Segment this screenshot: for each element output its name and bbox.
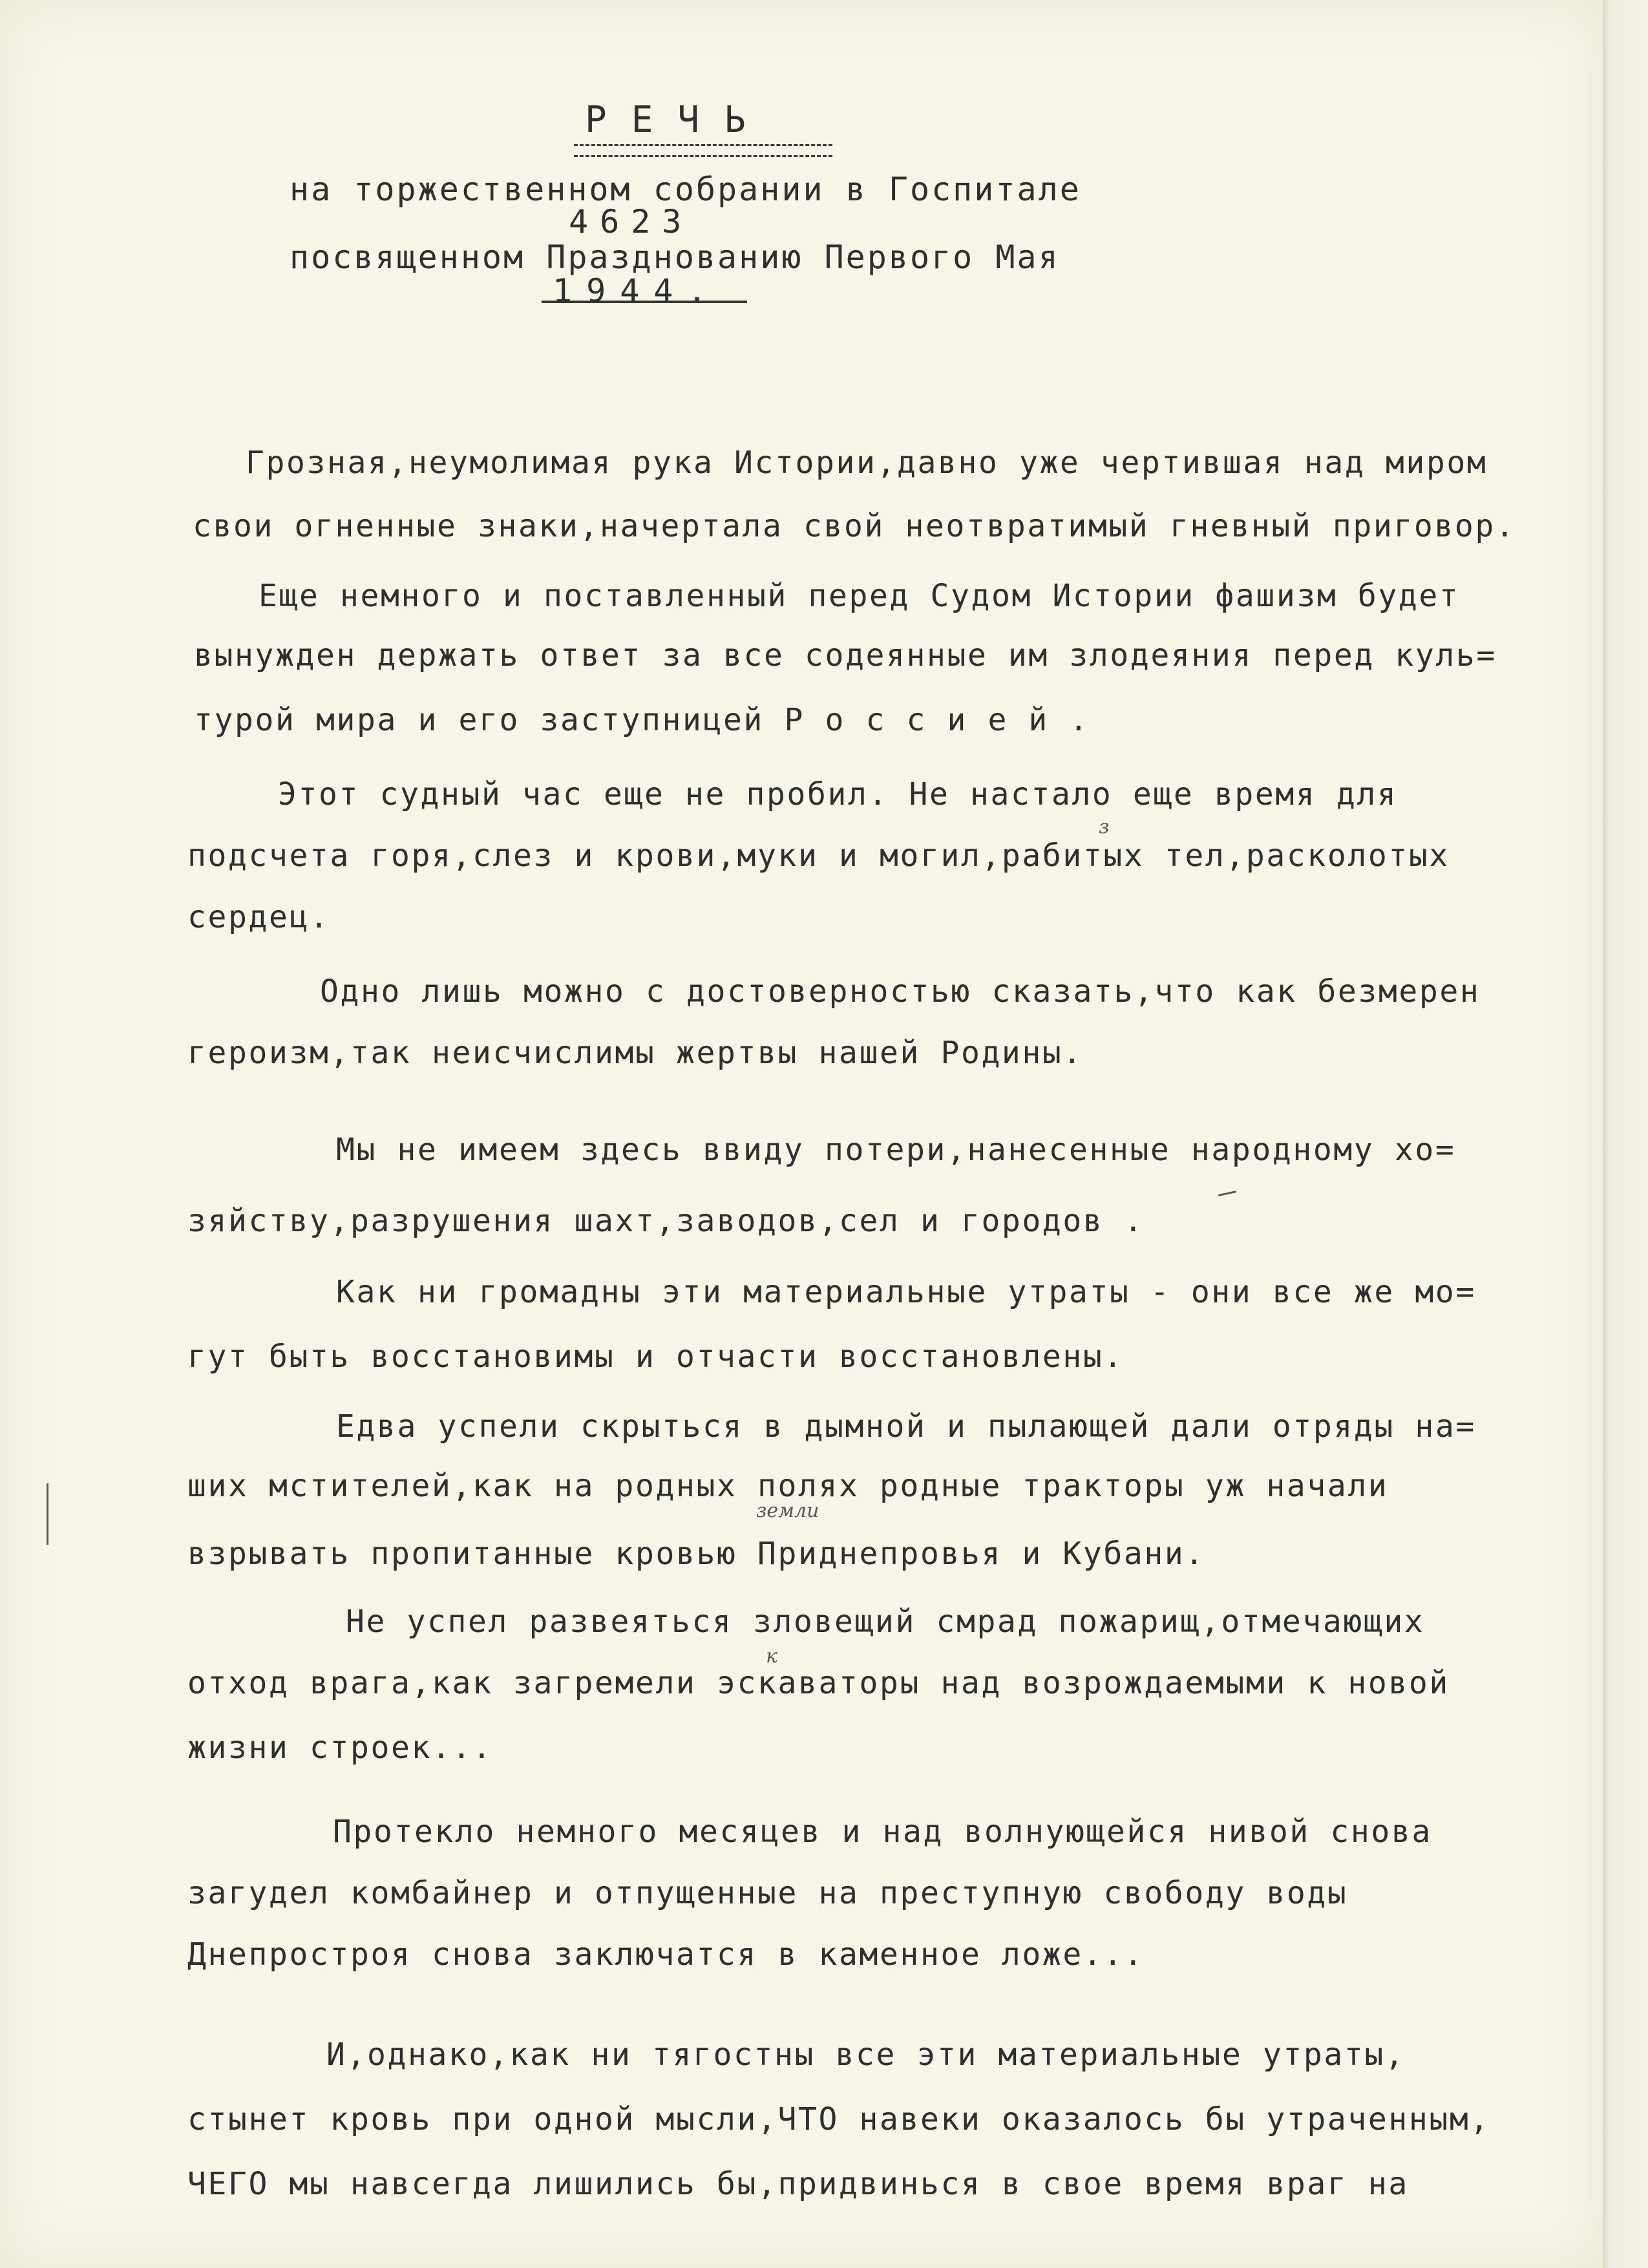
body-line: взрывать пропитанные кровью Приднепровья и Кубани. [187, 1536, 1205, 1572]
body-line: Этот судный час еще не пробил. Не настало еще время для [278, 776, 1398, 812]
body-line: Как ни громадны эти материальные утраты - они все же мо= [336, 1274, 1476, 1310]
body-line: загудел комбайнер и отпущенные на преступную свободу воды [187, 1875, 1348, 1911]
handwritten-correction-z: з [1099, 816, 1110, 838]
body-line: отход врага,как загремели эскаваторы над возрождаемыми к новой [187, 1665, 1450, 1701]
header-line-dedication: посвященном Празднованию Первого Мая [290, 238, 1060, 276]
body-line: гут быть восстановимы и отчасти восстановлены. [187, 1339, 1124, 1375]
body-line: Не успел развеяться зловещий смрад пожарищ,отмечающих [346, 1604, 1425, 1640]
body-line: Грозная,неумолимая рука Истории,давно уже чертившая над миром [246, 445, 1488, 481]
body-line: подсчета горя,слез и крови,муки и могил,рабитых тел,расколотых [187, 838, 1450, 874]
body-line: Протекло немного месяцев и над волнующейся нивой снова [333, 1814, 1432, 1850]
header-line-hospital-number: 4623 [569, 203, 693, 240]
body-line: жизни строек... [187, 1730, 493, 1766]
body-line: сердец. [187, 899, 330, 935]
document-title: РЕЧЬ [585, 99, 770, 141]
paper-edge [1603, 0, 1648, 2268]
handwritten-insertion-zemli: земли [756, 1500, 819, 1522]
body-line: Еще немного и поставленный перед Судом Истории фашизм будет [259, 578, 1460, 614]
body-line: Днепростроя снова заключатся в каменное ложе... [187, 1936, 1145, 1973]
body-line: ших мстителей,как на родных полях родные тракторы уж начали [187, 1468, 1389, 1504]
margin-pen-mark [47, 1483, 48, 1545]
body-line: Едва успели скрыться в дымной и пылающей дали отряды на= [336, 1408, 1476, 1445]
body-line: героизм,так неисчислимы жертвы нашей Родины. [187, 1035, 1083, 1071]
handwritten-correction-k: к [766, 1645, 777, 1668]
body-line: стынет кровь при одной мысли,ЧТО навеки оказалось бы утраченным, [187, 2101, 1490, 2137]
year-underline [542, 301, 747, 303]
body-line: Мы не имеем здесь ввиду потери,нанесенные народному хо= [336, 1132, 1456, 1168]
body-line: ЧЕГО мы навсегда лишились бы,придвинься в свое время враг на [187, 2166, 1409, 2202]
body-line: вынужден держать ответ за все содеянные им злодеяния перед куль= [194, 637, 1497, 673]
title-double-underline [574, 144, 832, 157]
body-line: И,однако,как ни тягостны все эти материальные утраты, [326, 2037, 1406, 2073]
body-line: свои огненные знаки,начертала свой неотвратимый гневный приговор. [193, 508, 1516, 544]
body-line: турой мира и его заступницей Р о с с и е й . [194, 702, 1090, 738]
body-line: Одно лишь можно с достоверностью сказать,что как безмерен [320, 973, 1481, 1010]
header-year: 1944. [553, 272, 721, 310]
body-line: зяйству,разрушения шахт,заводов,сел и городов . [187, 1203, 1145, 1239]
header-line-occasion: на торжественном собрании в Госпитале [290, 171, 1081, 208]
